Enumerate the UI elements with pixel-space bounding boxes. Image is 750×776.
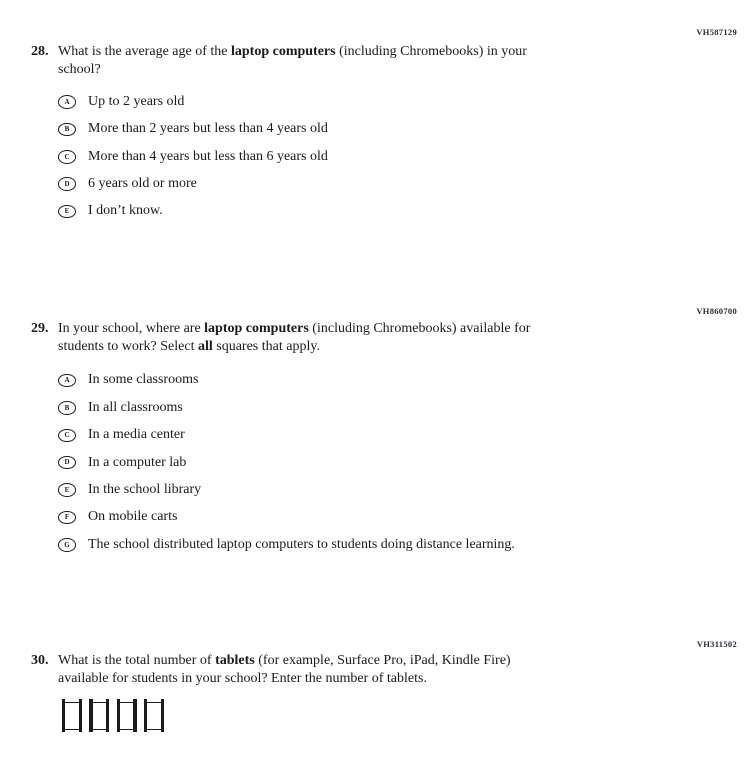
question-30-header <box>31 652 721 688</box>
oval-choice-d-icon[interactable]: D <box>58 456 76 470</box>
item-code-q29: VH860700 <box>696 306 737 316</box>
answer-option-label: In the school library <box>88 481 202 497</box>
answer-option-label: More than 2 years but less than 4 years old <box>88 121 328 137</box>
oval-choice-a-icon[interactable]: A <box>58 95 76 109</box>
oval-choice-a-icon[interactable]: A <box>58 374 76 388</box>
answer-option-label: In all classrooms <box>88 399 183 415</box>
answer-option-f[interactable] <box>58 508 721 526</box>
answer-option-c[interactable] <box>58 148 721 166</box>
oval-choice-g-icon[interactable]: G <box>58 538 76 552</box>
digit-box-frame <box>65 702 78 730</box>
question-30 <box>31 652 721 732</box>
oval-choice-b-icon[interactable]: B <box>58 401 76 415</box>
tablet-count-digit-box-4[interactable] <box>144 699 164 732</box>
answer-option-b[interactable] <box>58 399 721 417</box>
answer-option-c[interactable] <box>58 426 721 444</box>
oval-choice-b-icon[interactable]: B <box>58 123 76 137</box>
question-29 <box>31 320 721 563</box>
oval-choice-d-icon[interactable]: D <box>58 177 76 191</box>
answer-option-label: In some classrooms <box>88 372 199 388</box>
question-28 <box>31 43 721 230</box>
oval-choice-c-icon[interactable]: C <box>58 429 76 443</box>
answer-option-e[interactable] <box>58 202 721 220</box>
question-29-prompt: In your school, where are laptop computers (including Chromebooks) available for students to work? Select all squares that apply. <box>58 321 531 355</box>
item-code-q30: VH311502 <box>696 639 737 649</box>
question-30-prompt: What is the total number of tablets (for example, Surface Pro, iPad, Kindle Fire) available for students in your school? Enter the number of tablets. <box>58 653 511 687</box>
answer-option-label: In a media center <box>88 427 185 443</box>
answer-option-g[interactable] <box>58 536 721 554</box>
answer-option-label: Up to 2 years old <box>88 93 185 109</box>
answer-option-label: The school distributed laptop computers to students doing distance learning. <box>88 536 515 552</box>
tablet-count-digit-box-2[interactable] <box>89 699 109 732</box>
answer-option-label: I don’t know. <box>88 203 163 219</box>
oval-choice-e-icon[interactable]: E <box>58 483 76 497</box>
question-28-number: 28. <box>31 44 49 59</box>
tablet-count-digit-box-1[interactable] <box>62 699 82 732</box>
answer-option-label: In a computer lab <box>88 454 187 470</box>
question-29-header <box>31 320 721 356</box>
question-28-prompt: What is the average age of the laptop computers (including Chromebooks) in your school? <box>58 44 527 78</box>
digit-box-frame <box>120 702 133 730</box>
question-29-number: 29. <box>31 321 49 336</box>
tablet-count-input <box>62 699 721 732</box>
answer-option-d[interactable] <box>58 175 721 193</box>
question-28-header <box>31 43 721 79</box>
oval-choice-f-icon[interactable]: F <box>58 511 76 525</box>
oval-choice-e-icon[interactable]: E <box>58 205 76 219</box>
answer-option-d[interactable] <box>58 454 721 472</box>
digit-box-frame <box>93 702 106 730</box>
answer-option-label: More than 4 years but less than 6 years old <box>88 148 328 164</box>
item-code-q28: VH587129 <box>696 27 737 37</box>
question-30-number: 30. <box>31 653 49 668</box>
digit-box-frame <box>147 702 160 730</box>
answer-option-label: On mobile carts <box>88 509 178 525</box>
answer-option-a[interactable] <box>58 93 721 111</box>
oval-choice-c-icon[interactable]: C <box>58 150 76 164</box>
tablet-count-digit-box-3[interactable] <box>117 699 137 732</box>
answer-option-label: 6 years old or more <box>88 176 197 192</box>
answer-option-b[interactable] <box>58 120 721 138</box>
answer-option-e[interactable] <box>58 481 721 499</box>
question-29-options <box>58 371 721 554</box>
answer-option-a[interactable] <box>58 371 721 389</box>
question-28-options <box>58 93 721 221</box>
